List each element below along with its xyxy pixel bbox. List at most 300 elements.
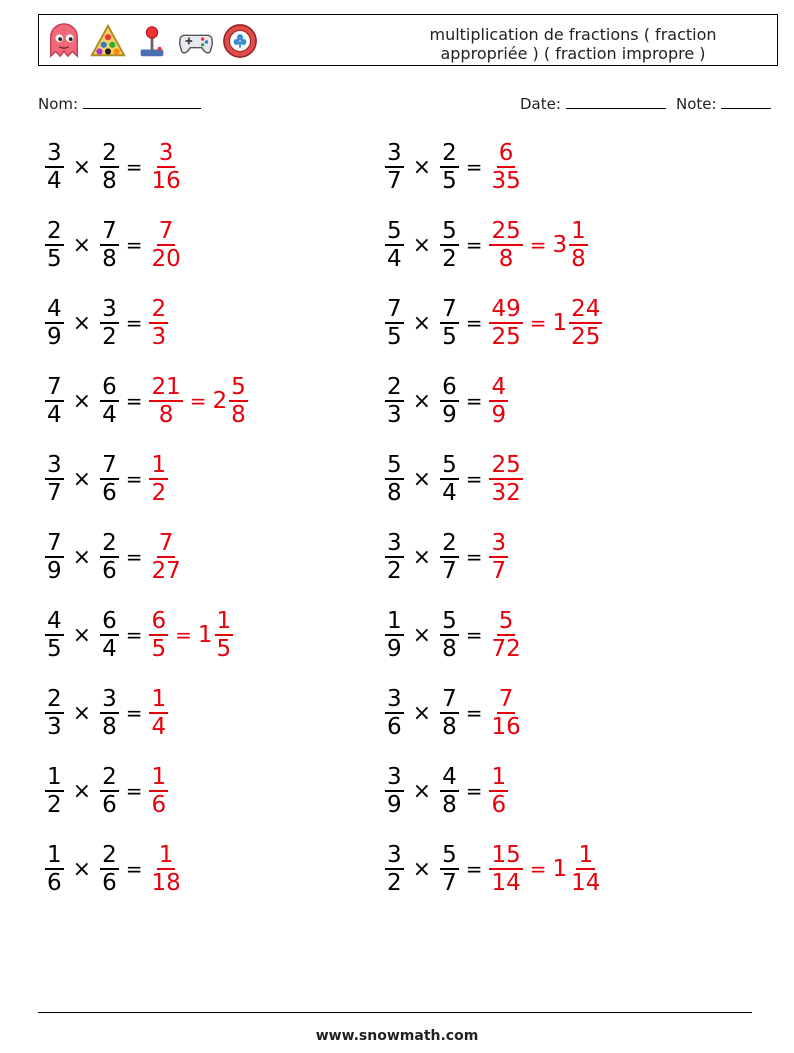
fraction [439, 530, 460, 584]
fraction [488, 686, 523, 740]
equals-sign: = [529, 311, 547, 335]
equals-sign: = [465, 311, 483, 335]
denominator: 14 [571, 870, 601, 896]
equals-sign: = [465, 857, 483, 881]
equals-sign: = [465, 467, 483, 491]
numerator: 3 [387, 140, 402, 166]
whole-part: 1 [552, 856, 568, 882]
problem-item [44, 374, 249, 428]
fraction [148, 452, 169, 506]
fraction [148, 530, 183, 584]
numerator: 7 [102, 452, 117, 478]
equals-sign: = [125, 155, 143, 179]
numerator: 2 [442, 530, 457, 556]
numerator: 3 [491, 530, 507, 556]
numerator: 2 [102, 530, 117, 556]
denominator: 4 [102, 402, 117, 428]
denominator: 9 [442, 402, 457, 428]
problem-item [44, 764, 169, 818]
denominator: 6 [491, 792, 507, 818]
numerator: 5 [387, 218, 402, 244]
answer [488, 530, 509, 584]
times-sign: × [72, 856, 92, 882]
denominator: 8 [102, 168, 117, 194]
numerator: 4 [47, 608, 62, 634]
equals-sign: = [125, 701, 143, 725]
fraction [44, 608, 65, 662]
denominator: 5 [47, 246, 62, 272]
equals-sign: = [465, 155, 483, 179]
numerator: 7 [158, 530, 174, 556]
problem-item [44, 842, 184, 896]
numerator: 7 [498, 686, 514, 712]
denominator: 8 [387, 480, 402, 506]
equals-sign: = [465, 701, 483, 725]
times-sign: × [72, 466, 92, 492]
numerator: 5 [442, 218, 457, 244]
denominator: 8 [442, 636, 457, 662]
times-sign: × [412, 232, 432, 258]
numerator: 2 [151, 296, 167, 322]
denominator: 5 [442, 168, 457, 194]
problem-item [384, 608, 524, 662]
times-sign: × [72, 622, 92, 648]
numerator: 4 [442, 764, 457, 790]
answer [148, 140, 183, 194]
numerator: 5 [231, 374, 246, 400]
numerator: 5 [387, 452, 402, 478]
denominator: 16 [151, 168, 181, 194]
denominator: 5 [151, 636, 167, 662]
problem-item [384, 686, 524, 740]
denominator: 5 [216, 636, 232, 662]
denominator: 2 [47, 792, 62, 818]
fraction [439, 218, 460, 272]
problem-item [44, 140, 184, 194]
numerator: 1 [151, 686, 167, 712]
times-sign: × [412, 544, 432, 570]
denominator: 2 [442, 246, 457, 272]
equals-sign: = [125, 545, 143, 569]
fraction [214, 608, 235, 662]
equals-sign: = [465, 623, 483, 647]
fraction [99, 764, 120, 818]
fraction [99, 218, 120, 272]
fraction [148, 686, 169, 740]
numerator: 6 [442, 374, 457, 400]
footer-divider [38, 1012, 752, 1013]
fraction [439, 296, 460, 350]
fraction [384, 296, 405, 350]
answer [148, 686, 169, 740]
numerator: 49 [491, 296, 521, 322]
fraction [439, 842, 460, 896]
fraction [384, 140, 405, 194]
denominator: 8 [571, 246, 586, 272]
fraction [44, 452, 65, 506]
denominator: 72 [491, 636, 521, 662]
answer [488, 218, 588, 272]
fraction [488, 218, 523, 272]
gamepad-icon [177, 22, 215, 60]
fraction [384, 374, 405, 428]
numerator: 4 [491, 374, 507, 400]
date-blank [566, 94, 666, 109]
denominator: 6 [151, 792, 167, 818]
problem-item [44, 296, 169, 350]
denominator: 6 [387, 714, 402, 740]
answer [148, 452, 169, 506]
fraction [488, 374, 509, 428]
denominator: 3 [151, 324, 167, 350]
denominator: 2 [387, 558, 402, 584]
fraction [439, 686, 460, 740]
equals-sign: = [125, 779, 143, 803]
denominator: 9 [47, 324, 62, 350]
note-field [676, 94, 771, 113]
name-label: Nom: [38, 95, 79, 113]
numerator: 1 [578, 842, 594, 868]
ghost-icon [45, 22, 83, 60]
equals-sign: = [189, 389, 207, 413]
denominator: 8 [102, 246, 117, 272]
denominator: 3 [47, 714, 62, 740]
times-sign: × [412, 466, 432, 492]
fraction [439, 764, 460, 818]
problem-item [384, 218, 589, 272]
denominator: 4 [151, 714, 167, 740]
answer [148, 296, 169, 350]
problem-item [44, 218, 184, 272]
denominator: 25 [571, 324, 601, 350]
poker-chip-icon [221, 22, 259, 60]
equals-sign: = [465, 545, 483, 569]
fraction [384, 608, 405, 662]
denominator: 9 [387, 636, 402, 662]
icon-strip [45, 21, 259, 61]
fraction [439, 452, 460, 506]
denominator: 20 [151, 246, 181, 272]
fraction [568, 296, 603, 350]
answer [488, 452, 523, 506]
whole-part: 1 [552, 310, 568, 336]
denominator: 2 [387, 870, 402, 896]
numerator: 15 [491, 842, 521, 868]
times-sign: × [412, 154, 432, 180]
answer [488, 842, 603, 896]
fraction [148, 218, 183, 272]
fraction [384, 686, 405, 740]
equals-sign: = [529, 857, 547, 881]
numerator: 25 [491, 452, 521, 478]
denominator: 9 [47, 558, 62, 584]
numerator: 3 [387, 764, 402, 790]
equals-sign: = [125, 233, 143, 257]
denominator: 8 [158, 402, 174, 428]
denominator: 2 [102, 324, 117, 350]
fraction [44, 530, 65, 584]
fraction [99, 530, 120, 584]
times-sign: × [72, 154, 92, 180]
denominator: 18 [151, 870, 181, 896]
numerator: 3 [387, 686, 402, 712]
denominator: 5 [387, 324, 402, 350]
fraction [44, 140, 65, 194]
problem-item [384, 452, 524, 506]
times-sign: × [412, 700, 432, 726]
fraction [488, 530, 509, 584]
denominator: 7 [387, 168, 402, 194]
denominator: 25 [491, 324, 521, 350]
problem-item [384, 140, 524, 194]
equals-sign: = [465, 233, 483, 257]
numerator: 1 [491, 764, 507, 790]
numerator: 7 [102, 218, 117, 244]
times-sign: × [72, 232, 92, 258]
fraction [488, 140, 523, 194]
fraction [99, 374, 120, 428]
denominator: 27 [151, 558, 181, 584]
numerator: 7 [158, 218, 174, 244]
fraction [148, 608, 169, 662]
answer [488, 374, 509, 428]
equals-sign: = [465, 779, 483, 803]
answer [148, 374, 248, 428]
numerator: 1 [151, 764, 167, 790]
numerator: 1 [158, 842, 174, 868]
denominator: 35 [491, 168, 521, 194]
note-label: Note: [676, 95, 717, 113]
denominator: 14 [491, 870, 521, 896]
denominator: 8 [498, 246, 514, 272]
problem-item [384, 842, 603, 896]
numerator: 6 [102, 374, 117, 400]
numerator: 24 [571, 296, 601, 322]
numerator: 2 [47, 218, 62, 244]
denominator: 8 [442, 714, 457, 740]
answer [148, 608, 234, 662]
times-sign: × [412, 778, 432, 804]
numerator: 2 [102, 140, 117, 166]
numerator: 3 [47, 140, 62, 166]
name-blank [83, 94, 201, 109]
denominator: 4 [47, 402, 62, 428]
numerator: 7 [47, 530, 62, 556]
numerator: 5 [442, 452, 457, 478]
answer [148, 218, 183, 272]
denominator: 6 [102, 558, 117, 584]
fraction [384, 530, 405, 584]
problem-item [44, 608, 234, 662]
numerator: 6 [151, 608, 167, 634]
times-sign: × [72, 544, 92, 570]
fraction [384, 452, 405, 506]
times-sign: × [412, 622, 432, 648]
equals-sign: = [125, 623, 143, 647]
numerator: 1 [47, 842, 62, 868]
equals-sign: = [125, 857, 143, 881]
fraction [44, 842, 65, 896]
denominator: 9 [387, 792, 402, 818]
denominator: 7 [491, 558, 507, 584]
numerator: 7 [387, 296, 402, 322]
numerator: 1 [216, 608, 232, 634]
numerator: 3 [387, 530, 402, 556]
fraction [99, 452, 120, 506]
equals-sign: = [125, 389, 143, 413]
numerator: 6 [498, 140, 514, 166]
whole-part: 1 [197, 622, 213, 648]
problem-item [44, 530, 184, 584]
fraction [148, 140, 183, 194]
denominator: 7 [442, 870, 457, 896]
times-sign: × [72, 310, 92, 336]
denominator: 3 [387, 402, 402, 428]
joystick-icon [133, 22, 171, 60]
fraction [44, 686, 65, 740]
times-sign: × [72, 778, 92, 804]
denominator: 6 [102, 480, 117, 506]
numerator: 3 [387, 842, 402, 868]
fraction [99, 296, 120, 350]
whole-part: 2 [212, 388, 228, 414]
fraction [44, 218, 65, 272]
denominator: 16 [491, 714, 521, 740]
whole-part: 3 [552, 232, 568, 258]
answer [488, 764, 509, 818]
times-sign: × [72, 388, 92, 414]
numerator: 2 [47, 686, 62, 712]
numerator: 5 [442, 608, 457, 634]
equals-sign: = [175, 623, 192, 647]
denominator: 4 [102, 636, 117, 662]
fraction [148, 842, 183, 896]
numerator: 3 [102, 686, 117, 712]
fraction [384, 218, 405, 272]
times-sign: × [412, 856, 432, 882]
denominator: 8 [442, 792, 457, 818]
answer [148, 764, 169, 818]
denominator: 6 [47, 870, 62, 896]
denominator: 5 [47, 636, 62, 662]
answer [488, 608, 523, 662]
numerator: 2 [102, 764, 117, 790]
denominator: 4 [47, 168, 62, 194]
numerator: 1 [151, 452, 167, 478]
equals-sign: = [529, 233, 547, 257]
footer-site: www.snowmath.com [315, 1028, 479, 1044]
denominator: 7 [47, 480, 62, 506]
fraction [99, 842, 120, 896]
billiard-triangle-icon [89, 22, 127, 60]
answer [148, 530, 183, 584]
numerator: 7 [442, 686, 457, 712]
fraction [488, 842, 523, 896]
date-field [520, 94, 666, 113]
denominator: 2 [151, 480, 167, 506]
fraction [228, 374, 249, 428]
answer [148, 842, 183, 896]
times-sign: × [72, 700, 92, 726]
numerator: 4 [47, 296, 62, 322]
fraction [488, 608, 523, 662]
fraction [439, 608, 460, 662]
denominator: 9 [491, 402, 507, 428]
equals-sign: = [125, 467, 143, 491]
fraction [384, 764, 405, 818]
worksheet-title: multiplication de fractions ( fraction appropriée ) ( fraction impropre ) [429, 25, 717, 63]
numerator: 3 [102, 296, 117, 322]
numerator: 7 [442, 296, 457, 322]
denominator: 4 [387, 246, 402, 272]
numerator: 7 [47, 374, 62, 400]
fraction [44, 764, 65, 818]
problem-item [384, 764, 509, 818]
fraction [488, 764, 509, 818]
problem-item [384, 374, 509, 428]
name-field [38, 94, 201, 113]
denominator: 7 [442, 558, 457, 584]
denominator: 6 [102, 870, 117, 896]
denominator: 5 [442, 324, 457, 350]
numerator: 2 [102, 842, 117, 868]
times-sign: × [412, 388, 432, 414]
numerator: 5 [498, 608, 514, 634]
fraction [384, 842, 405, 896]
header-box [38, 14, 778, 66]
numerator: 1 [47, 764, 62, 790]
fraction [488, 452, 523, 506]
fraction [488, 296, 523, 350]
numerator: 3 [47, 452, 62, 478]
numerator: 1 [571, 218, 586, 244]
denominator: 32 [491, 480, 521, 506]
fraction [439, 374, 460, 428]
numerator: 1 [387, 608, 402, 634]
note-blank [721, 94, 771, 109]
problem-item [384, 530, 509, 584]
problem-item [44, 686, 169, 740]
fraction [148, 374, 183, 428]
numerator: 5 [442, 842, 457, 868]
denominator: 6 [102, 792, 117, 818]
answer [488, 140, 523, 194]
equals-sign: = [465, 389, 483, 413]
fraction [44, 296, 65, 350]
fraction [568, 842, 603, 896]
equals-sign: = [125, 311, 143, 335]
denominator: 8 [102, 714, 117, 740]
date-label: Date: [520, 95, 561, 113]
answer [488, 296, 603, 350]
answer [488, 686, 523, 740]
numerator: 25 [491, 218, 521, 244]
fraction [44, 374, 65, 428]
numerator: 2 [387, 374, 402, 400]
fraction [148, 764, 169, 818]
problem-item [44, 452, 169, 506]
problem-item [384, 296, 603, 350]
numerator: 6 [102, 608, 117, 634]
numerator: 21 [151, 374, 181, 400]
fraction [99, 140, 120, 194]
fraction [439, 140, 460, 194]
fraction [99, 686, 120, 740]
fraction [568, 218, 589, 272]
denominator: 4 [442, 480, 457, 506]
times-sign: × [412, 310, 432, 336]
fraction [99, 608, 120, 662]
